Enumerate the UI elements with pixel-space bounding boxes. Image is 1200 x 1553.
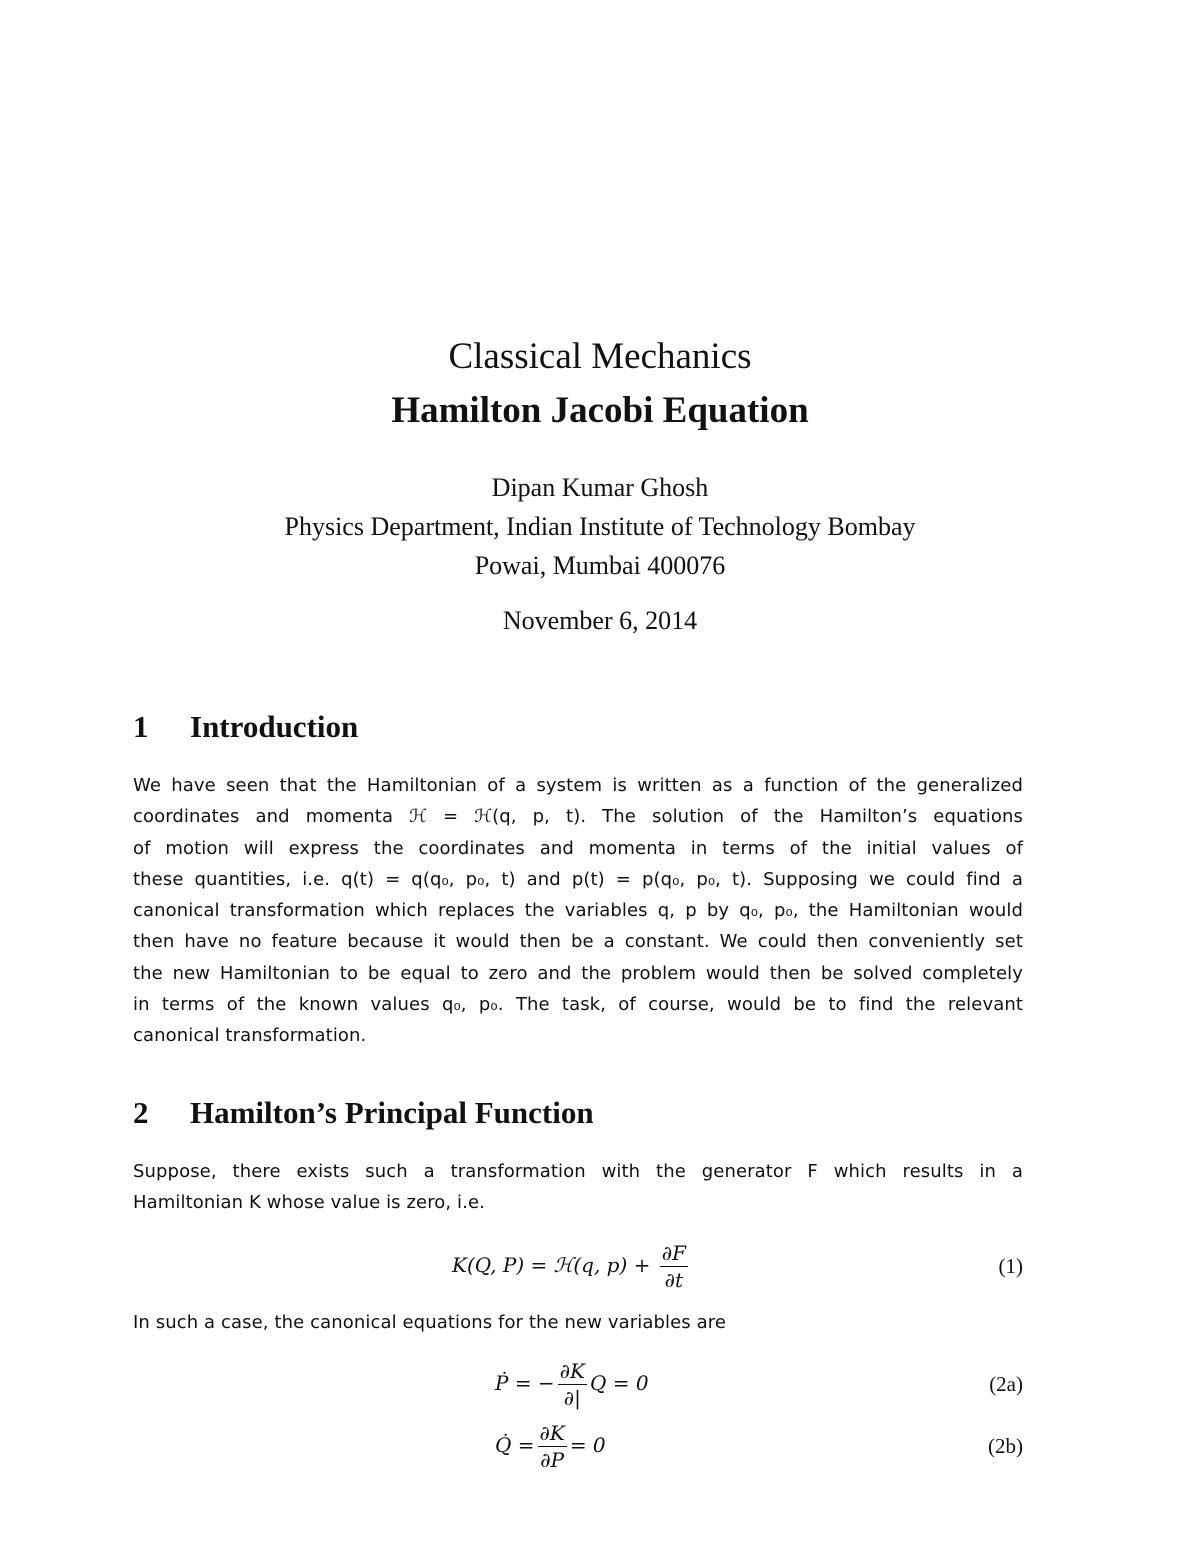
paragraph-line: these quantities, i.e. q(t) = q(q₀, p₀, t) and p(t) = p(q₀, p₀, t). Supposing we could find a — [133, 868, 1023, 890]
section-heading-introduction — [133, 708, 358, 746]
canonical-equations-paragraph — [133, 1307, 1023, 1338]
fraction-denominator: ∂| — [563, 1386, 581, 1410]
equation-fraction — [660, 1240, 688, 1293]
section-number: 1 — [133, 709, 149, 744]
fraction-denominator: ∂P — [540, 1448, 565, 1472]
fraction-numerator: ∂F — [661, 1241, 686, 1265]
paper-title-line2: Hamilton Jacobi Equation — [391, 390, 809, 431]
equation-number: (1) — [998, 1254, 1023, 1278]
paragraph-line: In such a case, the canonical equations for the new variables are — [133, 1312, 726, 1333]
equation-fraction — [558, 1358, 587, 1411]
section-title: Introduction — [190, 709, 359, 744]
paragraph-line: the new Hamiltonian to be equal to zero and the problem would then be solved completely — [133, 962, 1023, 984]
paragraph-line: then have no feature because it would then be a constant. We could then conveniently set — [133, 931, 1023, 953]
equation-rhs: Q = 0 — [589, 1371, 649, 1395]
section-title: Hamilton’s Principal Function — [190, 1095, 594, 1130]
equation-lhs: Q̇ = — [495, 1433, 535, 1457]
section-heading-principal-function — [133, 1094, 594, 1132]
principal-function-paragraph — [133, 1156, 1023, 1219]
paragraph-line: in terms of the known values q₀, p₀. The task, of course, would be to find the relevant — [133, 994, 1023, 1016]
paragraph-line: canonical transformation. — [133, 1025, 367, 1047]
equation-rhs: = 0 — [569, 1433, 606, 1457]
author-name: Dipan Kumar Ghosh — [491, 473, 709, 502]
equation-lhs: K(Q, P) = ℋ(q, p) + — [452, 1253, 651, 1277]
paragraph-line: canonical transformation which replaces the variables q, p by q₀, p₀, the Hamiltonian would — [133, 900, 1023, 922]
paragraph-line: We have seen that the Hamiltonian of a system is written as a function of the generalized — [133, 775, 1023, 796]
equation-number: (2a) — [989, 1372, 1023, 1396]
paper-date: November 6, 2014 — [502, 606, 698, 635]
introduction-paragraph — [133, 770, 1023, 1052]
equation-lhs: Ṗ = − — [495, 1371, 555, 1395]
paragraph-line: Suppose, there exists such a transformation with the generator F which results in a — [133, 1161, 1023, 1182]
author-affiliation: Physics Department, Indian Institute of Technology Bombay — [284, 512, 916, 541]
fraction-numerator: ∂K — [559, 1359, 585, 1383]
fraction-denominator: ∂t — [664, 1268, 684, 1292]
paragraph-line: Hamiltonian K whose value is zero, i.e. — [133, 1192, 485, 1214]
paragraph-line: coordinates and momenta ℋ = ℋ(q, p, t). The solution of the Hamilton’s equations — [133, 806, 1023, 828]
equation-2b — [495, 1420, 606, 1473]
paper-title-line1: Classical Mechanics — [448, 336, 752, 377]
author-address: Powai, Mumbai 400076 — [474, 551, 726, 580]
equation-number: (2b) — [988, 1434, 1023, 1458]
paragraph-line: of motion will express the coordinates and momenta in terms of the initial values of — [133, 837, 1023, 859]
section-number: 2 — [133, 1095, 149, 1130]
fraction-numerator: ∂K — [539, 1421, 565, 1445]
equation-fraction — [538, 1420, 567, 1473]
equation-2a — [495, 1358, 649, 1411]
equation-1 — [452, 1240, 691, 1293]
